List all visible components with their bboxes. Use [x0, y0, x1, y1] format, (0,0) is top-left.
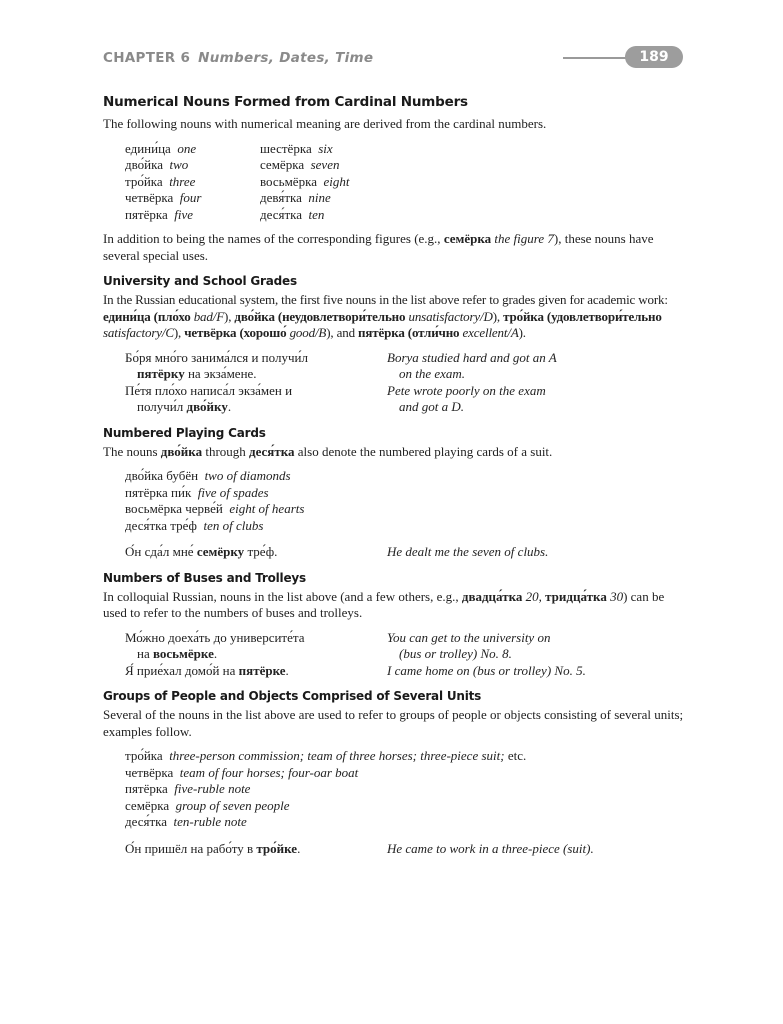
example-en: Pete wrote poorly on the exam and got a D.: [387, 382, 546, 414]
grades-examples: [125, 350, 685, 416]
noun-list: [125, 141, 685, 224]
list-item: деся́тка ten: [260, 206, 325, 222]
groups-list: [125, 748, 685, 831]
example-en: I came home on (bus or trolley) No. 5.: [387, 662, 586, 678]
groups-paragraph: Several of the nouns in the list above are used to refer to groups of people or objects consisting of several units; examples follow.: [103, 707, 684, 739]
example-en: You can get to the university on (bus or trolley) No. 8.: [387, 629, 551, 661]
cards-paragraph: The nouns дво́йка through деся́тка also denote the numbered playing cards of a suit.: [103, 443, 553, 459]
list-item: восьмёрка eight: [260, 173, 350, 189]
page: [103, 40, 685, 865]
list-item: тро́йка three: [125, 173, 196, 189]
example-ru: О́н сда́л мне́ семёрку тре́ф.: [125, 544, 278, 559]
chapter-subtitle: Numbers, Dates, Time: [198, 50, 374, 66]
section-title-grades: University and School Grades: [103, 274, 297, 288]
section-intro: The following nouns with numerical meaning are derived from the cardinal numbers.: [103, 116, 547, 131]
list-item: восьмёрка черве́й eight of hearts: [125, 501, 305, 516]
buses-paragraph: In colloquial Russian, nouns in the list above (and a few others, e.g., двадца́тка 20, тридца́тка 30) can be used to refer to the numbers of buses and trolleys.: [103, 588, 665, 620]
cards-list: [125, 468, 685, 534]
list-item: дво́йка бубён two of diamonds: [125, 468, 291, 483]
section-title-groups: Groups of People and Objects Comprised of Several Units: [103, 689, 482, 703]
example-ru: Мо́жно доеха́ть до университе́та на восьмёрке.: [125, 629, 305, 661]
list-item: шестёрка six: [260, 140, 333, 156]
example-en: Borya studied hard and got an A on the exam.: [387, 349, 557, 381]
list-item: едини́ца one: [125, 140, 197, 156]
example-ru: Пе́тя пло́хо написа́л экза́мен и получи́л дво́йку.: [125, 382, 293, 414]
list-item: тро́йка three-person commission; team of three horses; three-piece suit; etc.: [125, 748, 527, 763]
example-ru: О́н пришёл на рабо́ту в тро́йке.: [125, 840, 301, 856]
list-item: четвёрка team of four horses; four-oar boat: [125, 764, 359, 780]
chapter-label: CHAPTER 6: [103, 50, 191, 66]
grades-paragraph: In the Russian educational system, the first five nouns in the list above refer to grades given for academic work: едини́ца (пло́хо bad/F), дво́йка (неудовлетвори́тельно unsatisfactory/D), тро́йка (удовлетвори́тельно satisfactory/C), четвёрка (хорошо́ good/B), and пятёрка (отли́чно excellent/A).: [103, 292, 668, 340]
section-title-buses: Numbers of Buses and Trolleys: [103, 570, 306, 585]
example-en: He came to work in a three-piece (suit).: [387, 840, 594, 856]
chapter-heading: [103, 50, 373, 66]
uses-paragraph: In addition to being the names of the corresponding figures (e.g., семёрка the figure 7), these nouns have several special uses.: [103, 231, 654, 263]
list-item: четвёрка four: [125, 190, 202, 205]
list-item: деся́тка ten-ruble note: [125, 814, 247, 829]
list-item: семёрка group of seven people: [125, 797, 290, 813]
list-item: семёрка seven: [260, 157, 340, 172]
list-item: девя́тка nine: [260, 190, 331, 205]
running-header: [103, 40, 685, 74]
example-ru: Бо́ря мно́го занима́лся и получи́л пятёрку на экза́мене.: [125, 349, 308, 381]
list-item: деся́тка тре́ф ten of clubs: [125, 517, 264, 533]
list-item: пятёрка five-ruble note: [125, 781, 251, 796]
cards-example: [125, 544, 685, 561]
buses-examples: [125, 630, 685, 680]
list-item: пятёрка пи́к five of spades: [125, 484, 269, 500]
section-title-numerical-nouns: Numerical Nouns Formed from Cardinal Numbers: [103, 94, 468, 110]
section-title-playing-cards: Numbered Playing Cards: [103, 425, 266, 440]
example-en: He dealt me the seven of clubs.: [387, 544, 549, 559]
page-number: 189: [625, 46, 683, 68]
groups-example: [125, 841, 685, 858]
list-item: пятёрка five: [125, 206, 194, 222]
example-ru: Я́ прие́хал домо́й на пятёрке.: [125, 662, 289, 678]
list-item: дво́йка two: [125, 157, 189, 172]
